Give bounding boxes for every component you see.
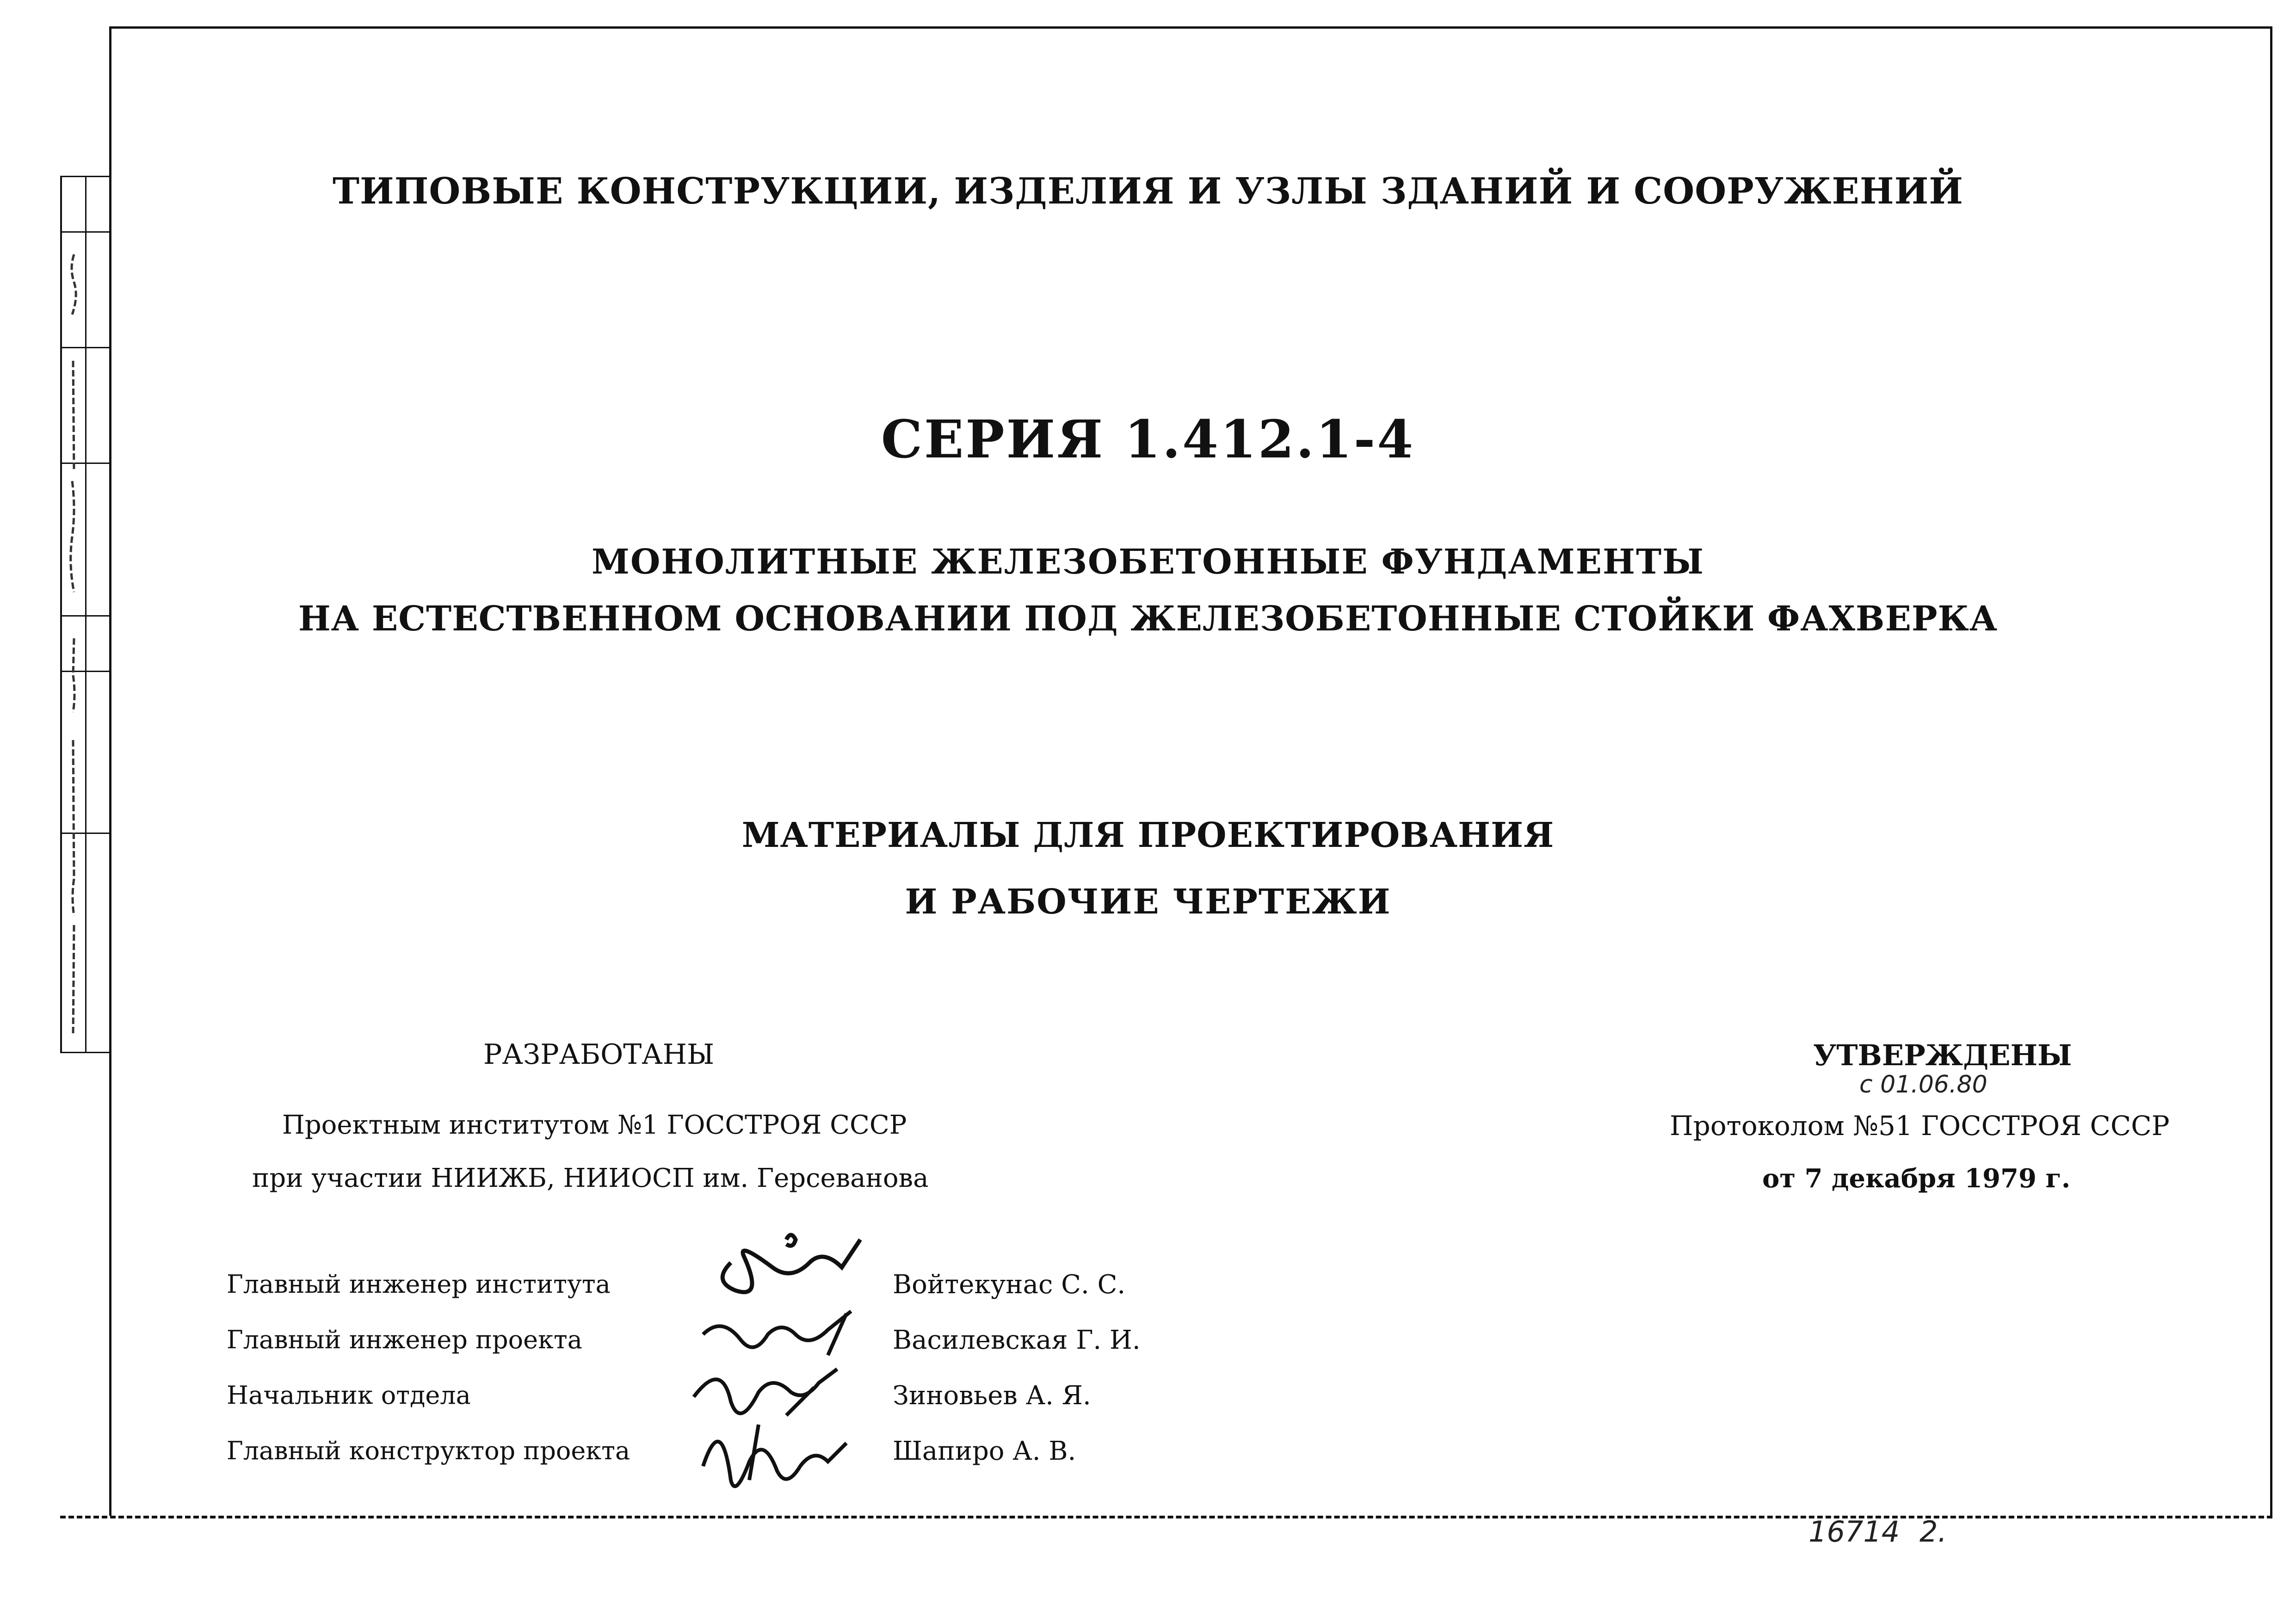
frame-top-border: [109, 26, 2272, 29]
materials-line-1: МАТЕРИАЛЫ ДЛЯ ПРОЕКТИРОВАНИЯ: [741, 815, 1555, 855]
signatory-position: Начальник отдела: [227, 1381, 471, 1410]
subject-line-2: НА ЕСТЕСТВЕННОМ ОСНОВАНИИ ПОД ЖЕЛЕЗОБЕТОННЫЕ СТОЙКИ ФАХВЕРКА: [298, 599, 1998, 639]
signatory-position: Главный конструктор проекта: [227, 1436, 630, 1465]
stamp-handwriting-scribble: [64, 241, 84, 1045]
developed-line-2: при участии НИИЖБ, НИИОСП им. Герсеванова: [252, 1163, 929, 1193]
signatory-position: Главный инженер института: [227, 1270, 611, 1299]
series-heading: ТИПОВЫЕ КОНСТРУКЦИИ, ИЗДЕЛИЯ И УЗЛЫ ЗДАНИЙ И СООРУЖЕНИЙ: [333, 170, 1963, 212]
developed-label: РАЗРАБОТАНЫ: [483, 1038, 715, 1071]
series-number: СЕРИЯ 1.412.1-4: [881, 409, 1415, 470]
subject-line-1: МОНОЛИТНЫЕ ЖЕЛЕЗОБЕТОННЫЕ ФУНДАМЕНТЫ: [592, 542, 1704, 582]
approved-line-2: от 7 декабря 1979 г.: [1762, 1163, 2071, 1194]
materials-line-2: И РАБОЧИЕ ЧЕРТЕЖИ: [905, 882, 1391, 922]
sheet-number: 2.: [1920, 1515, 1947, 1549]
approved-line-1: Протоколом №51 ГОССТРОЯ СССР: [1670, 1110, 2170, 1142]
developed-line-1: Проектным институтом №1 ГОССТРОЯ СССР: [282, 1110, 907, 1140]
signatory-name: Зиновьев А. Я.: [893, 1381, 1091, 1411]
inventory-number: 16714: [1808, 1515, 1900, 1549]
approval-handwritten-date: с 01.06.80: [1859, 1071, 1987, 1098]
signatory-name: Войтекунас С. С.: [893, 1270, 1126, 1300]
frame-right-border: [2270, 26, 2272, 1516]
approved-label: УТВЕРЖДЕНЫ: [1813, 1038, 2072, 1072]
stamp-row-divider: [62, 231, 111, 233]
signatory-name: Василевская Г. И.: [893, 1325, 1141, 1355]
signature-scribbles: [675, 1221, 897, 1536]
signatory-name: Шапиро А. В.: [893, 1436, 1076, 1466]
stamp-row-divider: [62, 1052, 111, 1053]
signatory-position: Главный инженер проекта: [227, 1325, 582, 1354]
